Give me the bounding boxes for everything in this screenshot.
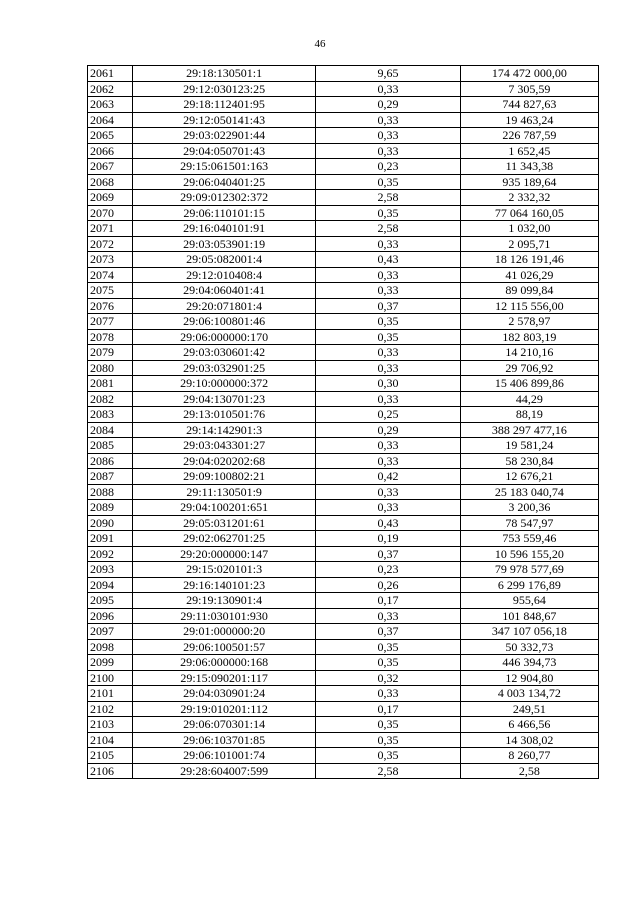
row-number-cell: 2071 — [88, 221, 133, 237]
value-cell: 0,33 — [316, 112, 461, 128]
value-cell: 0,35 — [316, 314, 461, 330]
table-row — [88, 329, 599, 345]
amount-cell: 2 578,97 — [460, 314, 598, 330]
cadastral-number-cell: 29:09:012302:372 — [133, 190, 316, 206]
table-row — [88, 81, 599, 97]
amount-cell: 77 064 160,05 — [460, 205, 598, 221]
value-cell: 0,17 — [316, 701, 461, 717]
value-cell: 2,58 — [316, 221, 461, 237]
table-row — [88, 732, 599, 748]
amount-cell: 955,64 — [460, 593, 598, 609]
cadastral-number-cell: 29:03:030601:42 — [133, 345, 316, 361]
value-cell: 0,33 — [316, 608, 461, 624]
table-row — [88, 639, 599, 655]
value-cell: 0,37 — [316, 546, 461, 562]
row-number-cell: 2105 — [88, 748, 133, 764]
amount-cell: 753 559,46 — [460, 531, 598, 547]
cadastral-number-cell: 29:11:130501:9 — [133, 484, 316, 500]
cadastral-number-cell: 29:16:140101:23 — [133, 577, 316, 593]
row-number-cell: 2077 — [88, 314, 133, 330]
value-cell: 0,33 — [316, 453, 461, 469]
cadastral-number-cell: 29:12:030123:25 — [133, 81, 316, 97]
value-cell: 0,29 — [316, 97, 461, 113]
value-cell: 0,33 — [316, 283, 461, 299]
row-number-cell: 2063 — [88, 97, 133, 113]
table-row — [88, 407, 599, 423]
table-row — [88, 143, 599, 159]
amount-cell: 2 332,32 — [460, 190, 598, 206]
value-cell: 0,35 — [316, 205, 461, 221]
amount-cell: 446 394,73 — [460, 655, 598, 671]
amount-cell: 6 299 176,89 — [460, 577, 598, 593]
table-row — [88, 205, 599, 221]
table-row — [88, 159, 599, 175]
cadastral-number-cell: 29:15:090201:117 — [133, 670, 316, 686]
value-cell: 0,35 — [316, 748, 461, 764]
row-number-cell: 2065 — [88, 128, 133, 144]
value-cell: 0,42 — [316, 469, 461, 485]
table-row — [88, 515, 599, 531]
amount-cell: 12 904,80 — [460, 670, 598, 686]
cadastral-number-cell: 29:12:050141:43 — [133, 112, 316, 128]
value-cell: 0,33 — [316, 143, 461, 159]
amount-cell: 12 676,21 — [460, 469, 598, 485]
row-number-cell: 2064 — [88, 112, 133, 128]
row-number-cell: 2092 — [88, 546, 133, 562]
cadastral-number-cell: 29:14:142901:3 — [133, 422, 316, 438]
row-number-cell: 2072 — [88, 236, 133, 252]
table-row — [88, 453, 599, 469]
cadastral-number-cell: 29:02:062701:25 — [133, 531, 316, 547]
row-number-cell: 2074 — [88, 267, 133, 283]
table-row — [88, 655, 599, 671]
row-number-cell: 2097 — [88, 624, 133, 640]
cadastral-number-cell: 29:03:043301:27 — [133, 438, 316, 454]
value-cell: 0,23 — [316, 562, 461, 578]
value-cell: 0,33 — [316, 484, 461, 500]
amount-cell: 19 581,24 — [460, 438, 598, 454]
row-number-cell: 2082 — [88, 391, 133, 407]
row-number-cell: 2076 — [88, 298, 133, 314]
table-row — [88, 391, 599, 407]
table-row — [88, 236, 599, 252]
cadastral-number-cell: 29:06:100801:46 — [133, 314, 316, 330]
row-number-cell: 2073 — [88, 252, 133, 268]
cadastral-number-cell: 29:04:060401:41 — [133, 283, 316, 299]
cadastral-number-cell: 29:06:103701:85 — [133, 732, 316, 748]
row-number-cell: 2093 — [88, 562, 133, 578]
value-cell: 0,33 — [316, 360, 461, 376]
row-number-cell: 2088 — [88, 484, 133, 500]
cadastral-number-cell: 29:06:070301:14 — [133, 717, 316, 733]
row-number-cell: 2100 — [88, 670, 133, 686]
value-cell: 0,43 — [316, 252, 461, 268]
value-cell: 0,35 — [316, 639, 461, 655]
value-cell: 0,43 — [316, 515, 461, 531]
table-row — [88, 608, 599, 624]
table-row — [88, 562, 599, 578]
value-cell: 0,33 — [316, 236, 461, 252]
amount-cell: 182 803,19 — [460, 329, 598, 345]
data-table — [87, 65, 599, 779]
amount-cell: 1 032,00 — [460, 221, 598, 237]
row-number-cell: 2070 — [88, 205, 133, 221]
row-number-cell: 2084 — [88, 422, 133, 438]
row-number-cell: 2098 — [88, 639, 133, 655]
cadastral-number-cell: 29:19:130901:4 — [133, 593, 316, 609]
table-row — [88, 252, 599, 268]
cadastral-number-cell: 29:20:000000:147 — [133, 546, 316, 562]
cadastral-number-cell: 29:06:100501:57 — [133, 639, 316, 655]
value-cell: 0,32 — [316, 670, 461, 686]
cadastral-number-cell: 29:10:000000:372 — [133, 376, 316, 392]
amount-cell: 50 332,73 — [460, 639, 598, 655]
cadastral-number-cell: 29:06:040401:25 — [133, 174, 316, 190]
row-number-cell: 2090 — [88, 515, 133, 531]
table-row — [88, 531, 599, 547]
value-cell: 0,33 — [316, 128, 461, 144]
table-row — [88, 686, 599, 702]
row-number-cell: 2096 — [88, 608, 133, 624]
row-number-cell: 2081 — [88, 376, 133, 392]
table-row — [88, 267, 599, 283]
table-row — [88, 577, 599, 593]
amount-cell: 7 305,59 — [460, 81, 598, 97]
cadastral-number-cell: 29:04:030901:24 — [133, 686, 316, 702]
table-row — [88, 314, 599, 330]
table-row — [88, 763, 599, 779]
amount-cell: 19 463,24 — [460, 112, 598, 128]
row-number-cell: 2099 — [88, 655, 133, 671]
value-cell: 0,33 — [316, 391, 461, 407]
table-row — [88, 670, 599, 686]
amount-cell: 78 547,97 — [460, 515, 598, 531]
amount-cell: 8 260,77 — [460, 748, 598, 764]
row-number-cell: 2085 — [88, 438, 133, 454]
cadastral-number-cell: 29:12:010408:4 — [133, 267, 316, 283]
cadastral-number-cell: 29:03:022901:44 — [133, 128, 316, 144]
amount-cell: 1 652,45 — [460, 143, 598, 159]
row-number-cell: 2103 — [88, 717, 133, 733]
row-number-cell: 2079 — [88, 345, 133, 361]
cadastral-number-cell: 29:20:071801:4 — [133, 298, 316, 314]
value-cell: 0,25 — [316, 407, 461, 423]
row-number-cell: 2104 — [88, 732, 133, 748]
table-row — [88, 546, 599, 562]
table-row — [88, 112, 599, 128]
table-row — [88, 484, 599, 500]
amount-cell: 44,29 — [460, 391, 598, 407]
table-row — [88, 283, 599, 299]
table-row — [88, 748, 599, 764]
row-number-cell: 2106 — [88, 763, 133, 779]
table-row — [88, 593, 599, 609]
row-number-cell: 2080 — [88, 360, 133, 376]
amount-cell: 10 596 155,20 — [460, 546, 598, 562]
cadastral-number-cell: 29:28:604007:599 — [133, 763, 316, 779]
amount-cell: 15 406 899,86 — [460, 376, 598, 392]
value-cell: 0,33 — [316, 438, 461, 454]
page-number: 46 — [314, 38, 326, 50]
value-cell: 0,35 — [316, 717, 461, 733]
cadastral-number-cell: 29:13:010501:76 — [133, 407, 316, 423]
table-row — [88, 624, 599, 640]
amount-cell: 226 787,59 — [460, 128, 598, 144]
table-row — [88, 66, 599, 82]
cadastral-number-cell: 29:16:040101:91 — [133, 221, 316, 237]
amount-cell: 89 099,84 — [460, 283, 598, 299]
amount-cell: 88,19 — [460, 407, 598, 423]
table-row — [88, 500, 599, 516]
row-number-cell: 2062 — [88, 81, 133, 97]
amount-cell: 347 107 056,18 — [460, 624, 598, 640]
cadastral-number-cell: 29:03:053901:19 — [133, 236, 316, 252]
amount-cell: 79 978 577,69 — [460, 562, 598, 578]
row-number-cell: 2094 — [88, 577, 133, 593]
table-row — [88, 360, 599, 376]
table-row — [88, 422, 599, 438]
cadastral-number-cell: 29:15:020101:3 — [133, 562, 316, 578]
amount-cell: 41 026,29 — [460, 267, 598, 283]
cadastral-number-cell: 29:06:000000:168 — [133, 655, 316, 671]
cadastral-number-cell: 29:04:020202:68 — [133, 453, 316, 469]
amount-cell: 388 297 477,16 — [460, 422, 598, 438]
cadastral-number-cell: 29:01:000000:20 — [133, 624, 316, 640]
value-cell: 0,35 — [316, 732, 461, 748]
row-number-cell: 2066 — [88, 143, 133, 159]
value-cell: 0,37 — [316, 624, 461, 640]
row-number-cell: 2091 — [88, 531, 133, 547]
value-cell: 9,65 — [316, 66, 461, 82]
row-number-cell: 2069 — [88, 190, 133, 206]
cadastral-number-cell: 29:03:032901:25 — [133, 360, 316, 376]
value-cell: 0,30 — [316, 376, 461, 392]
table-row — [88, 128, 599, 144]
table-row — [88, 469, 599, 485]
cadastral-number-cell: 29:09:100802:21 — [133, 469, 316, 485]
amount-cell: 3 200,36 — [460, 500, 598, 516]
amount-cell: 174 472 000,00 — [460, 66, 598, 82]
amount-cell: 2 095,71 — [460, 236, 598, 252]
value-cell: 0,29 — [316, 422, 461, 438]
value-cell: 2,58 — [316, 763, 461, 779]
row-number-cell: 2075 — [88, 283, 133, 299]
amount-cell: 744 827,63 — [460, 97, 598, 113]
value-cell: 0,35 — [316, 655, 461, 671]
table-row — [88, 298, 599, 314]
cadastral-number-cell: 29:05:031201:61 — [133, 515, 316, 531]
amount-cell: 2,58 — [460, 763, 598, 779]
value-cell: 2,58 — [316, 190, 461, 206]
cadastral-number-cell: 29:11:030101:930 — [133, 608, 316, 624]
row-number-cell: 2078 — [88, 329, 133, 345]
table-row — [88, 717, 599, 733]
value-cell: 0,23 — [316, 159, 461, 175]
row-number-cell: 2101 — [88, 686, 133, 702]
value-cell: 0,33 — [316, 500, 461, 516]
amount-cell: 14 210,16 — [460, 345, 598, 361]
amount-cell: 935 189,64 — [460, 174, 598, 190]
value-cell: 0,33 — [316, 267, 461, 283]
amount-cell: 18 126 191,46 — [460, 252, 598, 268]
cadastral-number-cell: 29:04:050701:43 — [133, 143, 316, 159]
table-row — [88, 701, 599, 717]
value-cell: 0,17 — [316, 593, 461, 609]
amount-cell: 101 848,67 — [460, 608, 598, 624]
amount-cell: 4 003 134,72 — [460, 686, 598, 702]
value-cell: 0,33 — [316, 345, 461, 361]
row-number-cell: 2061 — [88, 66, 133, 82]
row-number-cell: 2083 — [88, 407, 133, 423]
table-body — [88, 66, 599, 779]
value-cell: 0,33 — [316, 686, 461, 702]
value-cell: 0,33 — [316, 81, 461, 97]
row-number-cell: 2102 — [88, 701, 133, 717]
row-number-cell: 2089 — [88, 500, 133, 516]
value-cell: 0,26 — [316, 577, 461, 593]
amount-cell: 29 706,92 — [460, 360, 598, 376]
table-row — [88, 438, 599, 454]
cadastral-number-cell: 29:18:112401:95 — [133, 97, 316, 113]
table-row — [88, 345, 599, 361]
cadastral-number-cell: 29:19:010201:112 — [133, 701, 316, 717]
amount-cell: 14 308,02 — [460, 732, 598, 748]
amount-cell: 6 466,56 — [460, 717, 598, 733]
value-cell: 0,35 — [316, 174, 461, 190]
row-number-cell: 2086 — [88, 453, 133, 469]
table-row — [88, 190, 599, 206]
amount-cell: 11 343,38 — [460, 159, 598, 175]
cadastral-number-cell: 29:04:100201:651 — [133, 500, 316, 516]
cadastral-number-cell: 29:15:061501:163 — [133, 159, 316, 175]
value-cell: 0,37 — [316, 298, 461, 314]
value-cell: 0,19 — [316, 531, 461, 547]
table-row — [88, 97, 599, 113]
cadastral-number-cell: 29:06:110101:15 — [133, 205, 316, 221]
cadastral-number-cell: 29:04:130701:23 — [133, 391, 316, 407]
table-row — [88, 174, 599, 190]
amount-cell: 58 230,84 — [460, 453, 598, 469]
row-number-cell: 2067 — [88, 159, 133, 175]
table-row — [88, 376, 599, 392]
row-number-cell: 2095 — [88, 593, 133, 609]
cadastral-number-cell: 29:18:130501:1 — [133, 66, 316, 82]
table-row — [88, 221, 599, 237]
cadastral-number-cell: 29:06:000000:170 — [133, 329, 316, 345]
cadastral-number-cell: 29:05:082001:4 — [133, 252, 316, 268]
row-number-cell: 2068 — [88, 174, 133, 190]
cadastral-number-cell: 29:06:101001:74 — [133, 748, 316, 764]
amount-cell: 249,51 — [460, 701, 598, 717]
row-number-cell: 2087 — [88, 469, 133, 485]
amount-cell: 25 183 040,74 — [460, 484, 598, 500]
value-cell: 0,35 — [316, 329, 461, 345]
amount-cell: 12 115 556,00 — [460, 298, 598, 314]
